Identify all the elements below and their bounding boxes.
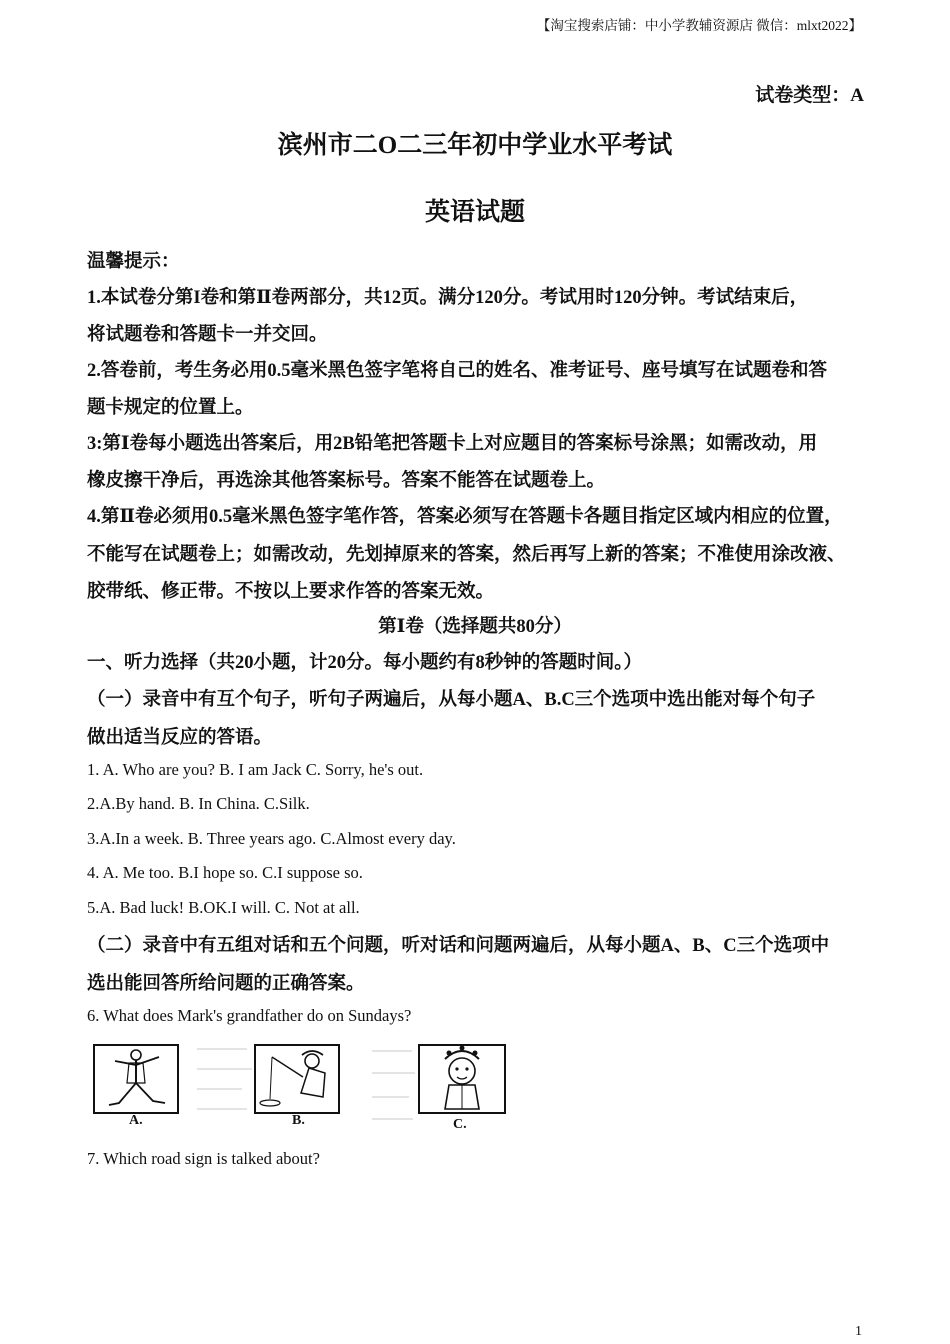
question-5: 5.A. Bad luck! B.OK.I will. C. Not at all. bbox=[87, 898, 360, 917]
notice-line: 不能写在试题卷上；如需改动，先划掉原来的答案，然后再写上新的答案；不准使用涂改液、 bbox=[87, 545, 846, 565]
subsection1-instruction: 做出适当反应的答语。 bbox=[87, 728, 273, 748]
part1-heading: 第Ⅰ卷（选择题共80分） bbox=[378, 617, 572, 637]
fishing-figure bbox=[255, 1045, 339, 1113]
paper-type-label: 试卷类型：A bbox=[755, 85, 864, 106]
notice-line: 胶带纸、修正带。不按以上要求作答的答案无效。 bbox=[87, 582, 495, 602]
question-6-figures bbox=[87, 1037, 515, 1135]
subject-title: 英语试题 bbox=[424, 199, 525, 226]
notice-line: 1.本试卷分第I卷和第Ⅱ卷两部分，共12页。满分120分。考试用时120分钟。考试结束后， bbox=[87, 288, 809, 308]
question-4: 4. A. Me too. B.I hope so. C.I suppose so. bbox=[87, 863, 363, 882]
section1-heading: 一、听力选择（共20小题，计20分。每小题约有8秒钟的答题时间。） bbox=[87, 653, 643, 673]
notice-line: 橡皮擦干净后，再选涂其他答案标号。答案不能答在试题卷上。 bbox=[87, 471, 606, 491]
question-1: 1. A. Who are you? B. I am Jack C. Sorry, he's out. bbox=[87, 760, 424, 779]
notice-line: 4.第Ⅱ卷必须用0.5毫米黑色签字笔作答，答案必须写在答题卡各题目指定区域内相应的位置， bbox=[87, 507, 843, 527]
option-b-label: B. bbox=[292, 1113, 305, 1128]
notice-line: 3:第Ⅰ卷每小题选出答案后，用2B铅笔把答题卡上对应题目的答案标号涂黑；如需改动，用 bbox=[87, 434, 818, 454]
option-a-label: A. bbox=[129, 1113, 143, 1128]
notice-line: 2.答卷前，考生务必用0.5毫米黑色签字笔将自己的姓名、准考证号、座号填写在试题卷和答 bbox=[87, 361, 828, 381]
page-number: 1 bbox=[855, 1324, 862, 1339]
question-3: 3.A.In a week. B. Three years ago. C.Almost every day. bbox=[87, 829, 456, 848]
watermark: 【淘宝搜索店铺：中小学教辅资源店 微信：mlxt2022】 bbox=[536, 18, 862, 33]
subsection2-instruction: （二）录音中有五组对话和五个问题，听对话和问题两遍后，从每小题A、B、C三个选项中 bbox=[87, 936, 830, 956]
exam-title: 滨州市二O二三年初中学业水平考试 bbox=[277, 132, 673, 159]
notice-heading: 温馨提示： bbox=[87, 252, 180, 272]
question-7: 7. Which road sign is talked about? bbox=[87, 1149, 320, 1168]
opera-figure bbox=[419, 1045, 505, 1113]
subsection1-instruction: （一）录音中有互个句子，听句子两遍后，从每小题A、B.C三个选项中选出能对每个句子 bbox=[87, 690, 816, 710]
tai-chi-figure bbox=[94, 1045, 178, 1113]
question-6: 6. What does Mark's grandfather do on Sundays? bbox=[87, 1006, 412, 1025]
option-c-label: C. bbox=[453, 1117, 467, 1132]
notice-line: 题卡规定的位置上。 bbox=[87, 398, 254, 418]
notice-line: 将试题卷和答题卡一并交回。 bbox=[87, 325, 328, 345]
question-2: 2.A.By hand. B. In China. C.Silk. bbox=[87, 794, 310, 813]
subsection2-instruction: 选出能回答所给问题的正确答案。 bbox=[87, 974, 365, 994]
